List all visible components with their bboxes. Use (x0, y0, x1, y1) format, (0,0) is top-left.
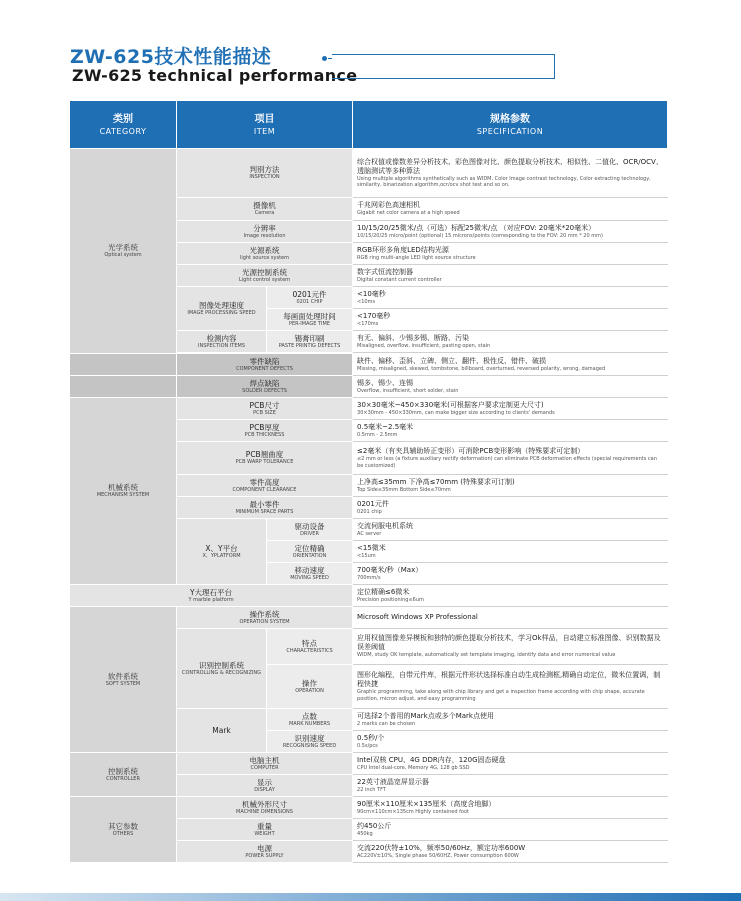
spec-pcb-warp: ≤2毫米（有夹具辅助矫正变形）可消除PCB变形影响（特殊要求可定制） ≤2 mm or less (a fixture auxiliary rectify deformation) can eliminate PCB deformation effects (special requirements can be customized) (353, 442, 668, 475)
spec-display: 22英寸液晶宽屏显示器 22 inch TFT (353, 775, 668, 797)
item-camera: 摄像机 Camera (177, 198, 353, 221)
spec-recognising-speed: 0.5秒/个 0.5s/pcs (353, 731, 668, 753)
header-category: 类别 CATEGORY (70, 101, 177, 149)
table-row (70, 398, 668, 420)
item-dimensions: 机械外形尺寸 MACHINE DIMENSIONS (177, 797, 353, 819)
table-row (70, 797, 668, 819)
item-light-source: 光源系统 light source system (177, 243, 353, 265)
spec-inspection: 综合权值或像数差异分析技术、彩色图像对比、颜色提取分析技术、相似性、二值化、OCR/OCV、透脑测试等多种算法 Using multiple algorithms synthetically such as WIDM, Color Image contrast technology, Color extracting technology, similarity, binarization algorithm,ocr/ocv shot test and so on. (353, 149, 668, 198)
item-component-defects: 零件缺陷 COMPONENT DEFECTS (177, 354, 353, 376)
sub-recognising-speed: 识别速度 RECOGNISING SPEED (267, 731, 353, 753)
item-weight: 重量 WEIGHT (177, 819, 353, 841)
title-dot-icon (322, 56, 327, 61)
item-power: 电源 POWER SUPPLY (177, 841, 353, 863)
item-control-system: 识别控制系统 CONTROLLING & RECOGNIZING (177, 629, 267, 709)
category-others: 其它参数 OTHERS (70, 797, 177, 863)
sub-mark-numbers: 点数 MARK NUMBERS (267, 709, 353, 731)
item-clearance: 零件高度 COMPONENT CLEARANCE (177, 475, 353, 497)
spec-power: 交流220伏特±10%，频率50/60Hz，额定功率600W AC220V±10%, Single phase 50/60HZ, Power consumption 600W (353, 841, 668, 863)
category-blank (70, 354, 177, 376)
item-processing-speed: 图像处理速度 IMAGE PROCESSING SPEED (177, 287, 267, 331)
spec-pcb-size: 30×30毫米~450×330毫米(可根据客户要求定制更大尺寸) 30×30mm - 450×330mm, can make bigger size according to clients' demands (353, 398, 668, 420)
spec-per-image: <170毫秒 <170ms (353, 309, 668, 331)
category-mechanism: 机械系统 MECHANISM SYSTEM (70, 398, 177, 585)
spec-orientation: <15微米 <15um (353, 541, 668, 563)
table-row (70, 149, 668, 198)
spec-clearance: 上净高≤35mm 下净高≤70mm (特殊要求可订制) Top Side≤35mm Bottom Side≤70mm (353, 475, 668, 497)
header-item: 项目 ITEM (177, 101, 353, 149)
spec-light-control: 数字式恒流控制器 Digital constant current controller (353, 265, 668, 287)
item-solder-defects: 焊点缺陷 SOLDER DEFECTS (177, 376, 353, 398)
sub-operation: 操作 OPERATION (267, 665, 353, 709)
table-row (70, 376, 668, 398)
spec-operation: 图形化编程，自带元件库，根据元件形状选择标准自动生成检测框,精确自动定位，微米位置调，制程快捷 Graphic programming, take along with chip library and get a inspection frame according with chip shape, accurate position, micron adjust, and easy programming (353, 665, 668, 709)
category-blank (70, 376, 177, 398)
sub-moving-speed: 移动速度 MOVING SPEED (267, 563, 353, 585)
item-os: 操作系统 OPERATION SYSTEM (177, 607, 353, 629)
table-row (70, 753, 668, 775)
item-marble: Y大理石平台 Y marble platform (70, 585, 353, 607)
spec-table (69, 100, 668, 863)
spec-weight: 约450公斤 450kg (353, 819, 668, 841)
item-inspection-items: 检测内容 INSPECTION ITEMS (177, 331, 267, 353)
item-display: 显示 DISPLAY (177, 775, 353, 797)
bottom-accent-bar (0, 893, 741, 901)
sub-paste-print: 锡膏印刷 PASTE PRINTIG DEFECTS (267, 331, 353, 353)
page-title-en: ZW-625 technical performance (72, 66, 358, 85)
spec-component-defects: 缺件、偏移、歪斜、立碑、侧立、翻件、极性反、错件、破损 Missing, misaligned, skewed, tombstone, billboard, overturned, reversed polarity, wrong, damaged (353, 354, 668, 376)
sub-0201-chip: 0201元件 0201 CHIP (267, 287, 353, 309)
table-header-row (70, 101, 668, 149)
sub-per-image: 每画面处理时间 PER-IMAGE TIME (267, 309, 353, 331)
category-software: 软件系统 SOFT SYSTEM (70, 607, 177, 753)
spec-solder-defects: 锡多、锡少、连锡 Overflow, insufficient, short solder, stain (353, 376, 668, 398)
item-pcb-thickness: PCB厚度 PCB THICKNESS (177, 420, 353, 442)
spec-driver: 交流伺服电机系统 AC server (353, 519, 668, 541)
item-computer: 电脑主机 COMPUTER (177, 753, 353, 775)
item-pcb-size: PCB尺寸 PCB SIZE (177, 398, 353, 420)
spec-os: Microsoft Windows XP Professional (353, 607, 668, 629)
sub-driver: 驱动设备 DRIVER (267, 519, 353, 541)
page-title-cn: ZW-625技术性能描述 (70, 46, 272, 68)
page-header (70, 40, 490, 92)
spec-computer: Intel双核 CPU、4G DDR内存，120G固态硬盘 CPU Intel dual-core, Memory 4G, 128 gb SSD (353, 753, 668, 775)
spec-marble: 定位精确≤6微米 Precision positioning≤6um (353, 585, 668, 607)
item-min-space: 最小零件 MINIMUM SPACE PARTS (177, 497, 353, 519)
spec-characteristics: 应用权值图像差异模板和独特的颜色提取分析技术，学习Ok样品，自动建立标准图像、识别数据及误差阈值 WIDM, study OK template, automatically set template imaging, identify data and error numerical value (353, 629, 668, 665)
item-light-control: 光源控制系统 Light control system (177, 265, 353, 287)
category-controller: 控制系统 CONTROLLER (70, 753, 177, 797)
sub-characteristics: 特点 CHARACTERISTICS (267, 629, 353, 665)
item-xy-platform: X、Y平台 X、YPLATFORM (177, 519, 267, 585)
category-optical: 光学系统 Optical system (70, 149, 177, 354)
spec-light-source: RGB环形多角度LED结构光源 RGB ring multi-angle LED light source structure (353, 243, 668, 265)
spec-0201-chip: <10毫秒 <10ms (353, 287, 668, 309)
item-inspection: 判别方法 INSPECTION (177, 149, 353, 198)
spec-min-space: 0201元件 0201 chip (353, 497, 668, 519)
item-mark: Mark (177, 709, 267, 753)
title-frame (332, 54, 555, 79)
table-row (70, 607, 668, 629)
table-row (70, 585, 668, 607)
header-spec: 规格参数 SPECIFICATION (353, 101, 668, 149)
spec-resolution: 10/15/20/25微米/点（可选）标配25微米/点 （对应FOV: 20毫米*20毫米） 10/15/20/25 micro/point (optional) 15 microns/points (corresponding to the FOV: 20 mm * 20 mm) (353, 221, 668, 243)
spec-mark-numbers: 可选择2个普用的Mark点或多个Mark点使用 2 marks can be chosen (353, 709, 668, 731)
table-row (70, 354, 668, 376)
item-pcb-warp: PCB翘曲度 PCB WARP TOLERANCE (177, 442, 353, 475)
spec-moving-speed: 700毫米/秒（Max） 700mm/s (353, 563, 668, 585)
item-resolution: 分辨率 Image resolution (177, 221, 353, 243)
spec-pcb-thickness: 0.5毫米~2.5毫米 0.5mm - 2.5mm (353, 420, 668, 442)
spec-camera: 千兆网彩色高速相机 Gigabit net color camera at a high speed (353, 198, 668, 221)
sub-orientation: 定位精确 ORIENTATION (267, 541, 353, 563)
spec-paste-print: 有无、偏斜、少锡多锡、断路、污染 Misaligned, overflow, insufficient, pasting open, stain (353, 331, 668, 353)
spec-dimensions: 90厘米×110厘米×135厘米（高度含地脚） 90cm×110cm×135cm Highly contained foot (353, 797, 668, 819)
